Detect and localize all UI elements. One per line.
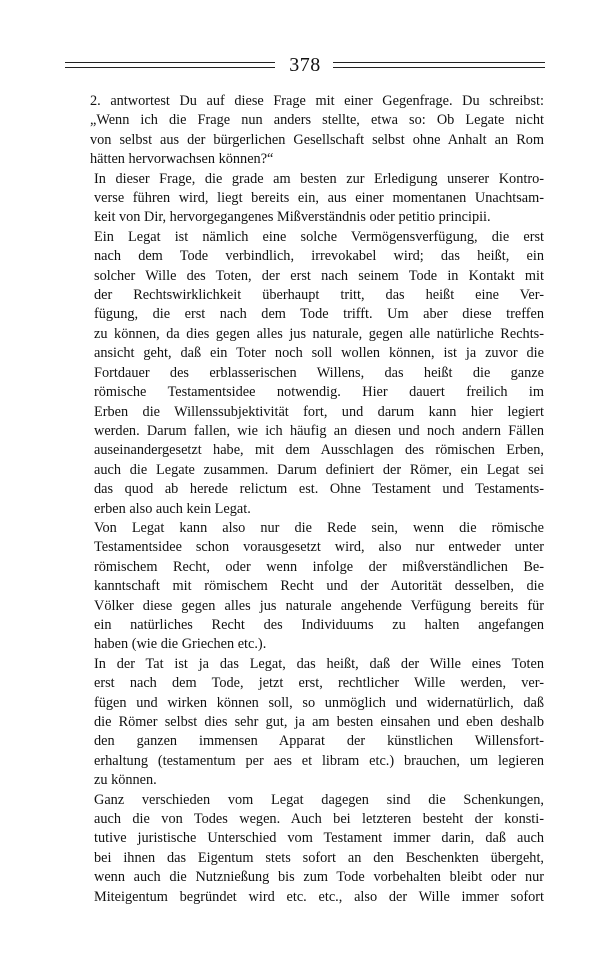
- text-line: römische Testamentsidee notwendig. Hier dauert freilich im: [94, 384, 544, 401]
- text-line: Von Legat kann also nur die Rede sein, wenn die römische: [94, 519, 544, 536]
- text-line: das quod ab herede relictum est. Ohne Testament und Testaments-: [94, 481, 544, 498]
- text-line: von selbst aus der bürgerlichen Gesellschaft selbst ohne Anhalt an Rom: [90, 131, 544, 148]
- text-line: solcher Wille des Toten, der erst nach seinem Tode in Kontakt mit: [94, 267, 544, 284]
- paragraph: [80, 655, 544, 791]
- page-header: [65, 54, 545, 78]
- paragraph: [80, 92, 544, 170]
- text-line: Fortdauer des erblasserischen Willens, das heißt die ganze: [94, 364, 544, 381]
- text-line: ein natürliches Recht des Individuums zu halten angefangen: [94, 616, 544, 633]
- text-line: zu können, da dies gegen alles jus naturale, gegen alle natürliche Rechts-: [94, 325, 544, 342]
- body-text: [80, 92, 544, 907]
- text-line: Völker diese gegen alles jus naturale angehende Verfügung bereits für: [94, 597, 544, 614]
- page-number: 378: [289, 54, 321, 76]
- text-line: auch die Legate zusammen. Darum definiert der Römer, ein Legat sei: [94, 461, 544, 478]
- header-rule-right: [333, 62, 545, 69]
- text-line: wenn auch die Nutznießung bis zum Tode vorbehalten bleibt oder nur: [94, 869, 544, 886]
- text-line: den ganzen immensen Apparat der künstlichen Willensfort-: [94, 733, 544, 750]
- text-line: tutive juristische Unterschied vom Testament immer darin, daß auch: [94, 830, 544, 847]
- text-line: auch die von Todes wegen. Auch bei letzteren besteht der konsti-: [94, 811, 544, 828]
- text-line: Ganz verschieden vom Legat dagegen sind die Schenkungen,: [94, 791, 544, 808]
- text-line: Testamentsidee schon vorausgesetzt wird, also nur entweder unter: [94, 539, 544, 556]
- text-line: erben also auch kein Legat.: [94, 500, 251, 517]
- text-line: erst nach dem Tode, jetzt erst, rechtlicher Wille werden, ver-: [94, 675, 544, 692]
- text-line: 2. antwortest Du auf diese Frage mit einer Gegenfrage. Du schreibst:: [90, 93, 544, 109]
- text-line: der Rechtswirklichkeit überhaupt tritt, das heißt eine Ver-: [94, 287, 544, 304]
- text-line: fügung, die erst nach dem Tode trifft. Um aber diese treffen: [94, 306, 544, 323]
- paragraph: [80, 519, 544, 655]
- text-line: haben (wie die Griechen etc.).: [94, 636, 267, 653]
- text-line: römischem Recht, oder wenn infolge der mißverständlichen Be-: [94, 558, 544, 575]
- text-line: werden. Darum fallen, wie ich häufig an diesen und noch andern Fällen: [94, 422, 544, 439]
- text-line: verse führen wird, liegt bereits ein, aus einer momentanen Unachtsam-: [94, 190, 544, 207]
- text-line: In der Tat ist ja das Legat, das heißt, daß der Wille eines Toten: [94, 655, 544, 672]
- paragraph: [80, 170, 544, 228]
- text-line: „Wenn ich die Frage nun anders stellte, etwa so: Ob Legate nicht: [90, 112, 544, 129]
- text-line: kanntschaft mit römischem Recht und der Autorität desselben, die: [94, 578, 544, 595]
- text-line: bei ihnen das Eigentum stets sofort an den Beschenkten übergeht,: [94, 849, 544, 866]
- text-line: auseinandergesetzt habe, mit dem Ausschlagen des römischen Erben,: [94, 442, 544, 459]
- text-line: erhaltung (testamentum per aes et libram etc.) brauchen, um legieren: [94, 752, 544, 769]
- text-line: Erben die Willenssubjektivität fort, und darum kann hier legiert: [94, 403, 544, 420]
- text-line: keit von Dir, hervorgegangenes Mißverständnis oder petitio principii.: [94, 209, 491, 226]
- text-line: hätten hervorwachsen können?“: [90, 151, 274, 168]
- paragraph: [80, 791, 544, 907]
- paragraph: [80, 228, 544, 519]
- text-line: Ein Legat ist nämlich eine solche Vermögensverfügung, die erst: [94, 228, 544, 245]
- text-line: Miteigentum begründet wird etc. etc., also der Wille immer sofort: [94, 888, 544, 905]
- text-line: zu können.: [94, 772, 157, 789]
- text-line: fügen und wirken können soll, so unmöglich und widernatürlich, daß: [94, 694, 544, 711]
- text-line: nach dem Tode verbindlich, irrevokabel wird; das heißt, ein: [94, 248, 544, 265]
- text-line: ansicht geht, daß ein Toter noch soll wollen können, ist ja zuvor die: [94, 345, 544, 362]
- text-line: die Römer selbst dies sehr gut, ja am besten einsahen und eben deshalb: [94, 714, 544, 730]
- text-line: In dieser Frage, die grade am besten zur Erledigung unserer Kontro-: [94, 170, 544, 187]
